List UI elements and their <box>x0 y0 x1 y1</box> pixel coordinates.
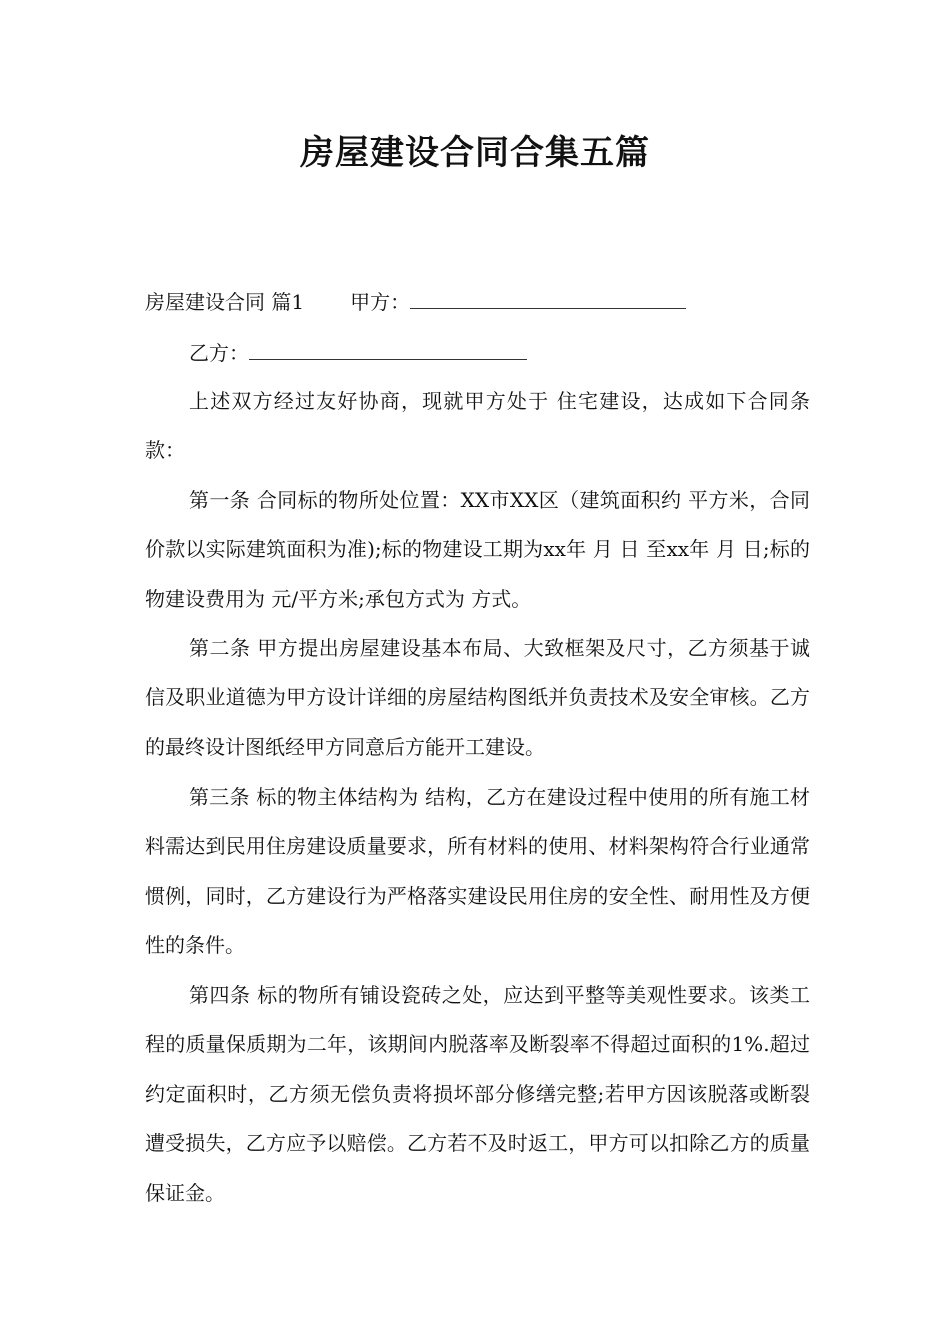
document-title: 房屋建设合同合集五篇 <box>300 133 650 173</box>
paragraph-article-4: 第四条 标的物所有铺设瓷砖之处，应达到平整等美观性要求。该类工程的质量保质期为二年，该期间内脱落率及断裂率不得超过面积的1%.超过约定面积时，乙方须无偿负责将损坏部分修缮完整;若甲方因该脱落或断裂遭受损失，乙方应予以赔偿。乙方若不及时返工，甲方可以扣除乙方的质量保证金。 <box>145 983 810 1205</box>
party-a-blank <box>410 286 686 309</box>
contract-header-line <box>145 286 686 317</box>
party-b-label: 乙方： <box>189 341 249 365</box>
section-label: 房屋建设合同 篇1 <box>145 290 305 314</box>
party-b-blank <box>249 337 527 360</box>
paragraph-article-2: 第二条 甲方提出房屋建设基本布局、大致框架及尺寸，乙方须基于诚信及职业道德为甲方设计详细的房屋结构图纸并负责技术及安全审核。乙方的最终设计图纸经甲方同意后方能开工建设。 <box>145 636 810 759</box>
paragraph-article-1: 第一条 合同标的物所处位置：XX市XX区（建筑面积约 平方米，合同价款以实际建筑面积为准);标的物建设工期为xx年 月 日 至xx年 月 日;标的物建设费用为 元/平方米;承包方式为 方式。 <box>145 488 810 611</box>
party-b-line <box>189 337 527 368</box>
party-a-label: 甲方： <box>350 290 411 314</box>
paragraph-article-3: 第三条 标的物主体结构为 结构，乙方在建设过程中使用的所有施工材料需达到民用住房建设质量要求，所有材料的使用、材料架构符合行业通常惯例，同时，乙方建设行为严格落实建设民用住房的安全性、耐用性及方便性的条件。 <box>145 785 810 958</box>
paragraph-preamble: 上述双方经过友好协商，现就甲方处于 住宅建设，达成如下合同条款： <box>145 389 810 463</box>
